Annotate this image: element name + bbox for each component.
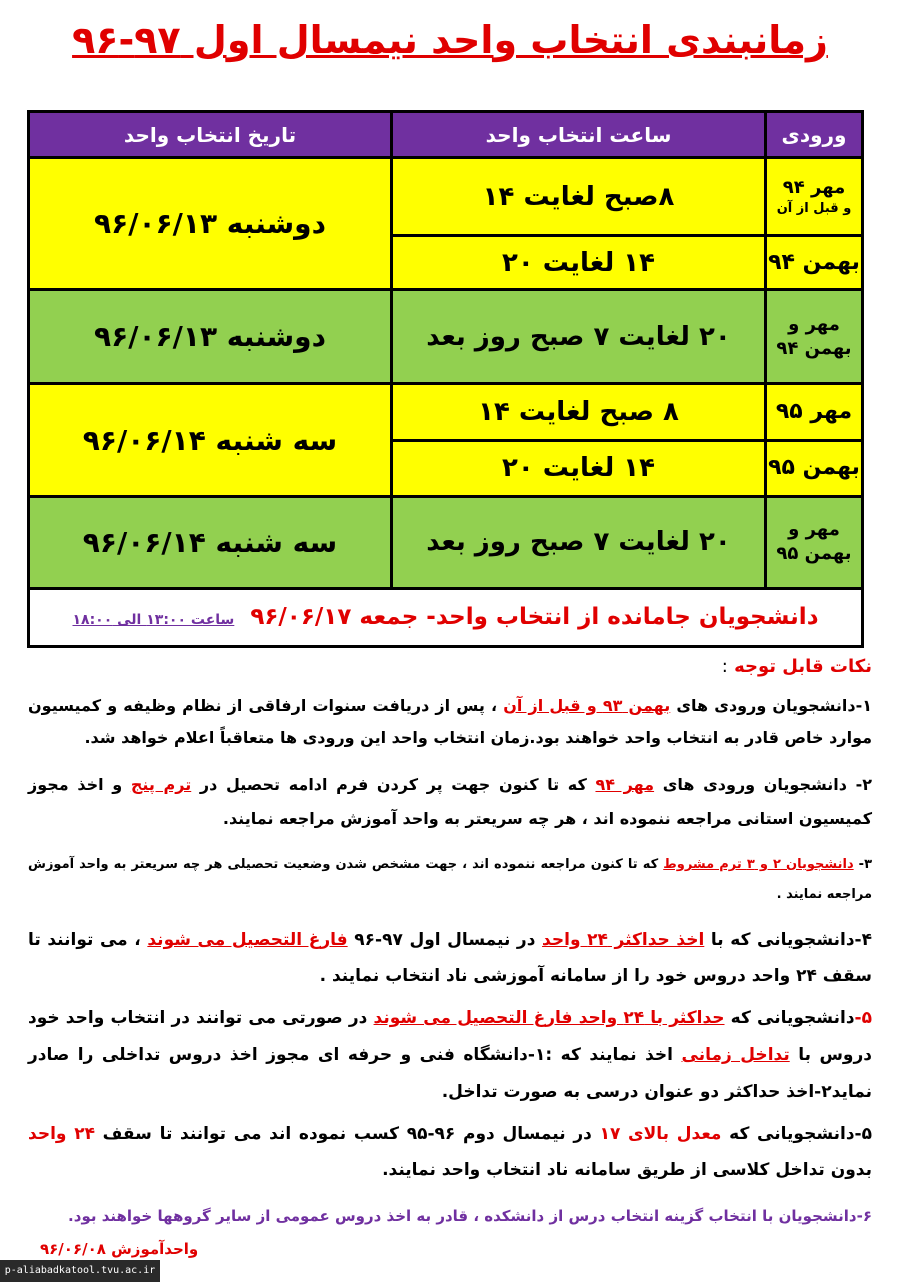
note-highlight: اخذ حداکثر ۲۴ واحد bbox=[542, 930, 705, 950]
table-header-row bbox=[29, 112, 863, 158]
table-row bbox=[29, 496, 863, 588]
note-text: ۱-دانشجویان ورودی های bbox=[670, 696, 873, 715]
late-students-time: ساعت ۱۳:۰۰ الی ۱۸:۰۰ bbox=[72, 612, 235, 629]
website-url: p-aliabadkatool.tvu.ac.ir bbox=[0, 1260, 160, 1282]
note-text: ، پس از دریافت سنوات ارفاقی از نظام وظیفه و کمیسیون موارد خاص قادر به انتخاب واحد خواهند بود.زمان انتخاب واحد این ورودی ها متعاقباً اعلام خواهد شد. bbox=[28, 696, 872, 747]
note-text: اخذ نمایند که :۱-دانشگاه فنی و حرفه ای مجوز اخذ دروس تداخلی را صادر نماید۲-اخذ حداکثر دو عنوان درسی به صورت تداخل. bbox=[28, 1045, 872, 1102]
entry-cell: مهر ۹۵ bbox=[766, 384, 863, 440]
note-5 bbox=[28, 1000, 872, 1111]
entry-cell: بهمن ۹۴ bbox=[766, 236, 863, 290]
entry-cell: مهر و بهمن ۹۵ bbox=[766, 496, 863, 588]
note-text: و اخذ مجوز کمیسیون استانی مراجعه ننموده اند ، هر چه سریعتر به واحد آموزش مراجعه نمایند. bbox=[28, 775, 872, 828]
note-highlight: دانشجویان ۲ و ۳ ترم مشروط bbox=[663, 857, 854, 872]
date-cell: دوشنبه ۹۶/۰۶/۱۳ bbox=[29, 158, 392, 290]
late-students-text: دانشجویان جامانده از انتخاب واحد- جمعه ۹۶/۰۶/۱۷ bbox=[250, 604, 819, 631]
note-text: ۵-دانشجویانی که bbox=[721, 1124, 873, 1144]
note-text: ، می توانند تا سقف ۲۴ واحد دروس خود را از سامانه آموزشی ناد انتخاب نمایند . bbox=[28, 930, 872, 986]
entry-label: مهر ۹۴ bbox=[782, 176, 846, 198]
entry-cell: بهمن ۹۵ bbox=[766, 440, 863, 496]
note-text: ۳- bbox=[853, 857, 873, 872]
page-title: زمانبندی انتخاب واحد نیمسال اول ۹۷-۹۶ bbox=[72, 18, 828, 62]
date-cell: سه شنبه ۹۶/۰۶/۱۴ bbox=[29, 496, 392, 588]
note-text: ۴-دانشجویانی که با bbox=[704, 930, 872, 950]
late-students-row bbox=[29, 588, 863, 646]
time-cell: ۱۴ لغایت ۲۰ bbox=[392, 440, 766, 496]
note-highlight: مهر ۹۴ bbox=[595, 775, 655, 794]
late-students-cell bbox=[29, 588, 863, 646]
note-3 bbox=[28, 850, 872, 910]
time-cell: ۲۰ لغایت ۷ صبح روز بعد bbox=[392, 496, 766, 588]
schedule-table bbox=[27, 110, 864, 648]
note-highlight: حداکثر با ۲۴ واحد فارغ التحصیل می شوند bbox=[373, 1008, 725, 1028]
note-text: در نیمسال اول ۹۷-۹۶ bbox=[347, 930, 543, 950]
date-cell: دوشنبه ۹۶/۰۶/۱۳ bbox=[29, 290, 392, 384]
note-highlight: فارغ التحصیل می شوند bbox=[147, 930, 348, 950]
note-highlight: معدل بالای ۱۷ bbox=[599, 1124, 722, 1144]
header-time: ساعت انتخاب واحد bbox=[392, 112, 766, 158]
note-1 bbox=[28, 690, 872, 754]
note-highlight: ترم پنج bbox=[130, 775, 192, 794]
note-text: بدون تداخل کلاسی از طریق سامانه ناد انتخاب واحد نمایند. bbox=[382, 1160, 872, 1180]
notes-heading-text: نکات قابل توجه bbox=[734, 656, 872, 677]
time-cell: ۸ صبح لغایت ۱۴ bbox=[392, 384, 766, 440]
note-text: در صورتی می توانند در انتخاب واحد خود دروس با bbox=[28, 1008, 872, 1065]
note-number: ۵- bbox=[854, 1008, 872, 1028]
entry-cell bbox=[766, 158, 863, 236]
entry-sub-label: و قبل از آن bbox=[776, 201, 852, 217]
note-6 bbox=[28, 1116, 872, 1188]
note-text: در نیمسال دوم ۹۶-۹۵ کسب نموده اند می توانند تا سقف bbox=[94, 1124, 600, 1144]
note-text: که تا کنون مراجعه ننموده اند ، جهت مشخص شدن وضعیت تحصیلی هر چه سریعتر به واحد آموزش مراجعه نمایند . bbox=[28, 857, 872, 902]
time-cell: ۸صبح لغایت ۱۴ bbox=[392, 158, 766, 236]
notes-heading bbox=[722, 656, 872, 677]
table-row bbox=[29, 384, 863, 440]
note-2 bbox=[28, 768, 872, 836]
signature: واحدآموزش ۹۶/۰۶/۰۸ bbox=[40, 1240, 199, 1258]
note-7: ۶-دانشجویان با انتخاب گزینه انتخاب درس از دانشکده ، قادر به اخذ دروس عمومی از سایر گروهها خواهند بود. bbox=[68, 1207, 872, 1225]
note-text: دانشجویانی که bbox=[724, 1008, 855, 1028]
note-highlight: تداخل زمانی bbox=[681, 1045, 790, 1065]
note-text: که تا کنون جهت پر کردن فرم ادامه تحصیل در bbox=[191, 775, 596, 794]
time-cell: ۱۴ لغایت ۲۰ bbox=[392, 236, 766, 290]
table-row bbox=[29, 158, 863, 236]
note-highlight: ۲۴ واحد bbox=[28, 1124, 95, 1144]
header-entry: ورودی bbox=[766, 112, 863, 158]
table-row bbox=[29, 290, 863, 384]
note-highlight: بهمن ۹۳ و قبل از آن bbox=[503, 696, 671, 715]
note-4 bbox=[28, 922, 872, 994]
note-text: ۲- دانشجویان ورودی های bbox=[654, 775, 873, 794]
time-cell: ۲۰ لغایت ۷ صبح روز بعد bbox=[392, 290, 766, 384]
notes-heading-colon: : bbox=[721, 656, 728, 677]
header-date: تاریخ انتخاب واحد bbox=[29, 112, 392, 158]
date-cell: سه شنبه ۹۶/۰۶/۱۴ bbox=[29, 384, 392, 496]
entry-cell: مهر و بهمن ۹۴ bbox=[766, 290, 863, 384]
